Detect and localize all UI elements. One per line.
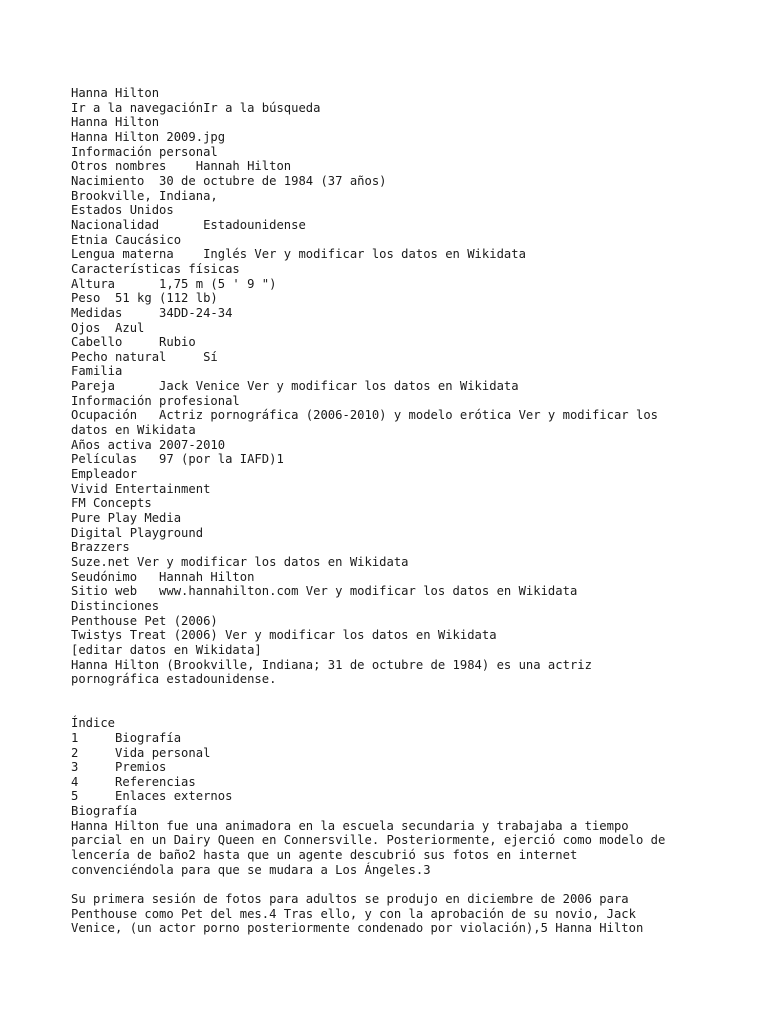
row-birth-country[interactable]: Estados Unidos xyxy=(71,203,174,218)
page-title: Hanna Hilton xyxy=(71,86,160,100)
row-natural-breasts: Pecho natural Sí xyxy=(71,349,218,364)
row-measurements: Medidas 34DD-24-34 xyxy=(71,305,233,320)
employer-item[interactable]: Brazzers xyxy=(71,540,130,555)
employer-item[interactable]: Suze.net Ver y modificar los datos en Wikidata xyxy=(71,555,409,569)
row-ethnicity: Etnia Caucásico xyxy=(71,232,182,247)
toc-item-personal-life[interactable]: 2 Vida personal xyxy=(71,745,211,760)
skip-links[interactable]: Ir a la navegaciónIr a la búsqueda xyxy=(71,100,321,115)
toc-item-external-links[interactable]: 5 Enlaces externos xyxy=(71,789,233,804)
section-professional: Información profesional xyxy=(71,393,240,408)
toc-item-awards[interactable]: 3 Premios xyxy=(71,760,167,775)
section-family: Familia xyxy=(71,364,123,379)
section-physical: Características físicas xyxy=(71,261,240,276)
row-years-active: Años activa 2007-2010 xyxy=(71,437,226,452)
row-hair: Cabello Rubio xyxy=(71,335,196,350)
section-personal-info: Información personal xyxy=(71,144,218,159)
intro-line: pornográfica estadounidense. xyxy=(71,672,277,687)
row-occupation[interactable]: Ocupación Actriz pornográfica (2006-2010) y modelo erótica Ver y modificar los xyxy=(71,408,658,423)
row-birth: Nacimiento 30 de octubre de 1984 (37 años) xyxy=(71,173,387,188)
award-item[interactable]: Penthouse Pet (2006) xyxy=(71,613,218,628)
row-films[interactable]: Películas 97 (por la IAFD)1 xyxy=(71,452,284,467)
biography-line: convenciéndola para que se mudara a Los Ángeles.3 xyxy=(71,862,431,877)
toc-title: Índice xyxy=(71,716,116,731)
row-weight: Peso 51 kg (112 lb) xyxy=(71,291,218,306)
row-website[interactable]: Sitio web www.hannahilton.com Ver y modificar los datos en Wikidata xyxy=(71,584,578,599)
biography-line: Venice, (un actor porno posteriormente condenado por violación),5 Hanna Hilton xyxy=(71,921,644,936)
row-birth-place[interactable]: Brookville, Indiana, xyxy=(71,188,218,203)
infobox-name: Hanna Hilton xyxy=(71,115,160,130)
biography-heading: Biografía xyxy=(71,804,138,819)
infobox-image-caption[interactable]: Hanna Hilton 2009.jpg xyxy=(71,129,226,144)
edit-wikidata-link[interactable]: [editar datos en Wikidata] xyxy=(71,642,262,657)
row-nationality: Nacionalidad Estadounidense xyxy=(71,217,306,232)
biography-line: lencería de baño2 hasta que un agente descubrió sus fotos en internet xyxy=(71,848,578,863)
biography-line: Hanna Hilton fue una animadora en la escuela secundaria y trabajaba a tiempo xyxy=(71,818,629,833)
biography-line: Su primera sesión de fotos para adultos se produjo en diciembre de 2006 para xyxy=(71,892,629,907)
employer-item[interactable]: Pure Play Media xyxy=(71,511,182,526)
row-other-names: Otros nombres Hannah Hilton xyxy=(71,159,292,174)
row-pseudonym: Seudónimo Hannah Hilton xyxy=(71,569,255,584)
section-awards: Distinciones xyxy=(71,598,160,613)
row-eyes: Ojos Azul xyxy=(71,320,145,335)
biography-line: parcial en un Dairy Queen en Connersville. Posteriormente, ejerció como modelo de xyxy=(71,833,666,848)
biography-line: Penthouse como Pet del mes.4 Tras ello, y con la aprobación de su novio, Jack xyxy=(71,906,636,921)
row-employer-label: Empleador xyxy=(71,467,138,482)
document-page xyxy=(71,86,691,936)
toc-item-references[interactable]: 4 Referencias xyxy=(71,774,196,789)
employer-item[interactable]: Digital Playground xyxy=(71,525,204,540)
employer-item[interactable]: FM Concepts xyxy=(71,496,152,511)
spacer xyxy=(71,687,691,716)
row-height: Altura 1,75 m (5 ' 9 ") xyxy=(71,276,277,291)
employer-item[interactable]: Vivid Entertainment xyxy=(71,481,211,496)
row-partner[interactable]: Pareja Jack Venice Ver y modificar los datos en Wikidata xyxy=(71,379,519,394)
toc-item-biography[interactable]: 1 Biografía xyxy=(71,730,182,745)
intro-line: Hanna Hilton (Brookville, Indiana; 31 de octubre de 1984) es una actriz xyxy=(71,657,592,672)
row-occupation-cont[interactable]: datos en Wikidata xyxy=(71,423,196,438)
award-item[interactable]: Twistys Treat (2006) Ver y modificar los datos en Wikidata xyxy=(71,628,497,643)
row-mother-tongue[interactable]: Lengua materna Inglés Ver y modificar los datos en Wikidata xyxy=(71,247,526,262)
spacer xyxy=(71,877,691,892)
